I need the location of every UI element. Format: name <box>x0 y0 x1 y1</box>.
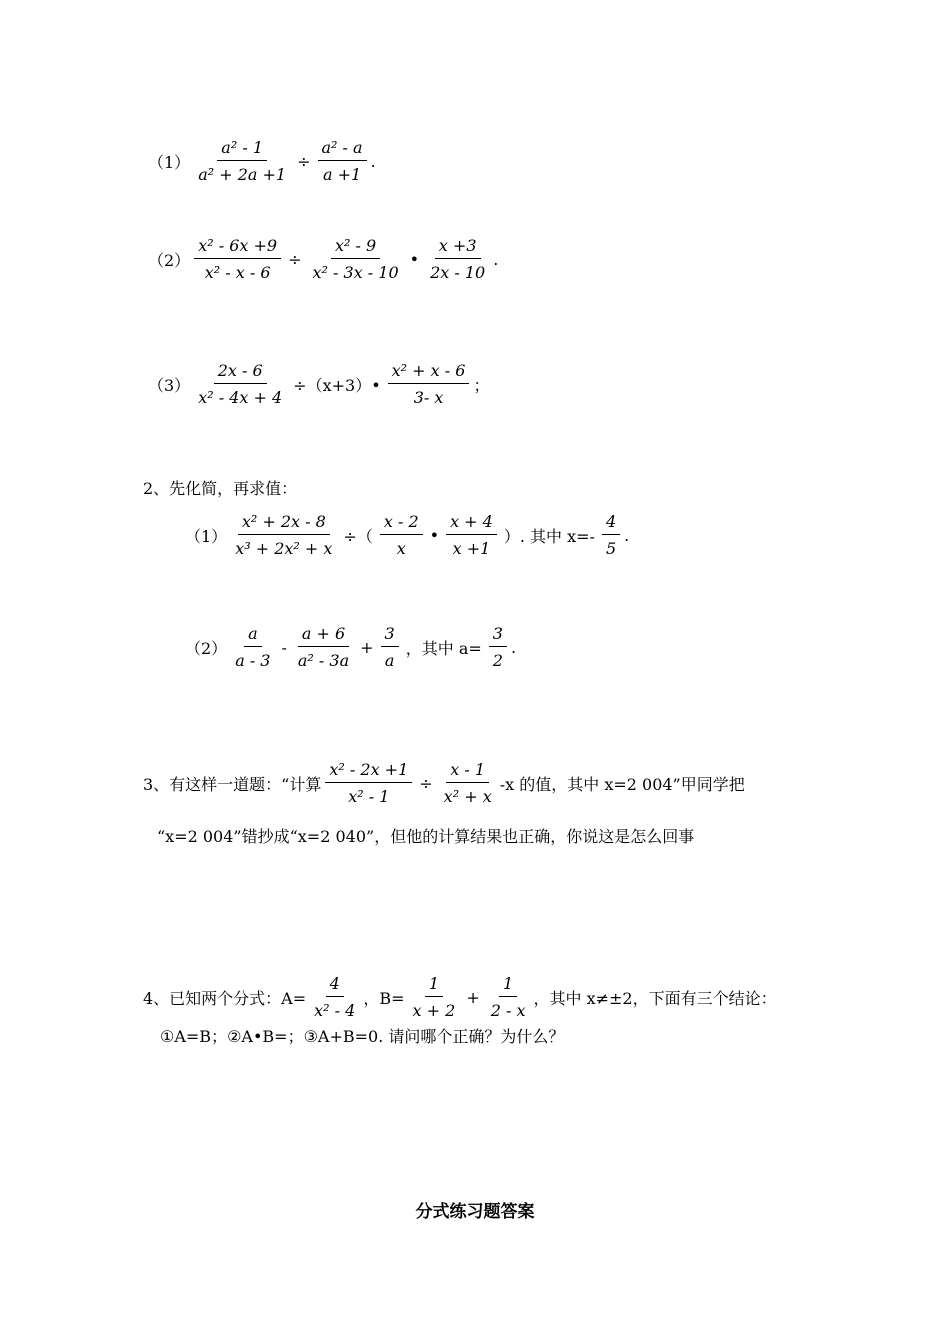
fraction <box>602 512 620 558</box>
divide-sign: ÷ <box>288 249 302 269</box>
heading-text: 2、先化简，再求值： <box>143 479 298 498</box>
question-3-line-1 <box>143 760 745 806</box>
fraction <box>409 974 460 1020</box>
answer-section-title: 分式练习题答案 <box>415 1202 535 1222</box>
plus-sign: + <box>360 637 374 657</box>
condition-text: ，其中 a= <box>405 638 482 658</box>
numerator: a <box>244 624 262 647</box>
multiply-dot: • <box>409 249 420 269</box>
denominator: a +1 <box>322 165 362 184</box>
numerator: 4 <box>602 512 620 535</box>
fraction <box>231 624 274 670</box>
fraction <box>487 974 530 1020</box>
part-label: （1） <box>185 526 228 546</box>
numerator: x² + x - 6 <box>388 361 470 384</box>
denominator: 2 - x <box>490 1001 526 1020</box>
operator-text: ÷（x+3）• <box>293 375 381 395</box>
question-text: ，B= <box>363 988 405 1008</box>
fraction <box>194 138 290 184</box>
part-label: （2） <box>185 638 228 658</box>
denominator: x <box>396 539 406 558</box>
denominator: x² - 3x - 10 <box>312 263 399 282</box>
divide-sign: ÷ <box>419 773 433 793</box>
numerator: 1 <box>425 974 443 997</box>
denominator: 3- x <box>413 388 444 407</box>
question-text: 4、已知两个分式：A= <box>143 988 307 1008</box>
denominator: a² - 3a <box>297 651 350 670</box>
period: . <box>493 249 499 269</box>
question-2-part-2 <box>185 624 516 670</box>
numerator: x + 4 <box>446 512 497 535</box>
numerator: 4 <box>326 974 344 997</box>
question-text: “x=2 004”错抄成“x=2 040”，但他的计算结果也正确，你说这是怎么回事 <box>157 827 695 846</box>
numerator: x² - 6x +9 <box>194 236 281 259</box>
question-text: ①A=B；②A•B=；③A+B=0. 请问哪个正确？为什么？ <box>160 1027 565 1046</box>
numerator: a² - 1 <box>217 138 267 161</box>
fraction <box>380 512 423 558</box>
multiply-dot: • <box>429 525 440 545</box>
denominator: x² + x <box>443 787 492 806</box>
question-text: ，其中 x≠±2，下面有三个结论： <box>533 988 777 1008</box>
question-text: 3、有这样一道题：“计算 <box>143 774 322 794</box>
problem-1-label: （1） <box>148 152 191 172</box>
denominator: 5 <box>605 539 617 558</box>
numerator: x +3 <box>435 236 481 259</box>
numerator: x - 2 <box>380 512 423 535</box>
fraction <box>388 361 470 407</box>
minus-sign: - <box>281 637 287 657</box>
numerator: x² - 2x +1 <box>325 760 412 783</box>
condition-text: ）. 其中 x=- <box>503 526 595 546</box>
semicolon: ； <box>473 375 490 395</box>
problem-1 <box>148 138 376 184</box>
denominator: a <box>384 651 395 670</box>
numerator: x² - 9 <box>331 236 380 259</box>
fraction <box>381 624 399 670</box>
problem-3 <box>148 361 489 407</box>
period: . <box>370 151 376 171</box>
numerator: 3 <box>381 624 399 647</box>
denominator: 2x - 10 <box>430 263 486 282</box>
period: . <box>510 637 517 657</box>
denominator: x² - 4x + 4 <box>198 388 283 407</box>
denominator: x³ + 2x² + x <box>235 539 333 558</box>
fraction <box>308 236 402 282</box>
denominator: x² - 1 <box>348 787 390 806</box>
fraction <box>440 760 496 806</box>
denominator: x +1 <box>452 539 491 558</box>
fraction <box>325 760 412 806</box>
numerator: x² + 2x - 8 <box>238 512 330 535</box>
numerator: 2x - 6 <box>214 361 267 384</box>
numerator: 3 <box>489 624 507 647</box>
numerator: 1 <box>499 974 517 997</box>
denominator: x² - x - 6 <box>204 263 271 282</box>
numerator: x - 1 <box>446 760 489 783</box>
question-2-part-1 <box>185 512 629 558</box>
fraction <box>318 138 367 184</box>
denominator: a - 3 <box>235 651 271 670</box>
question-4-line-2 <box>160 1024 564 1047</box>
fraction <box>294 624 353 670</box>
denominator: x + 2 <box>412 1001 456 1020</box>
fraction <box>489 624 507 670</box>
fraction <box>231 512 336 558</box>
numerator: a² - a <box>318 138 367 161</box>
problem-2 <box>148 236 498 282</box>
fraction <box>426 236 489 282</box>
denominator: a² + 2a +1 <box>198 165 287 184</box>
divide-sign: ÷ <box>297 151 311 171</box>
operator-text: ÷（ <box>343 526 373 546</box>
fraction <box>194 361 286 407</box>
denominator: x² - 4 <box>314 1001 356 1020</box>
fraction <box>310 974 359 1020</box>
fraction <box>194 236 281 282</box>
question-2-heading <box>143 476 297 499</box>
problem-3-label: （3） <box>148 375 191 395</box>
plus-sign: + <box>466 987 480 1007</box>
question-3-line-2 <box>157 824 694 847</box>
denominator: 2 <box>492 651 503 670</box>
question-text: -x 的值，其中 x=2 004”甲同学把 <box>499 774 745 794</box>
fraction <box>446 512 497 558</box>
problem-2-label: （2） <box>148 250 191 270</box>
period: . <box>624 525 630 545</box>
numerator: a + 6 <box>298 624 349 647</box>
question-4-line-1 <box>143 974 777 1020</box>
